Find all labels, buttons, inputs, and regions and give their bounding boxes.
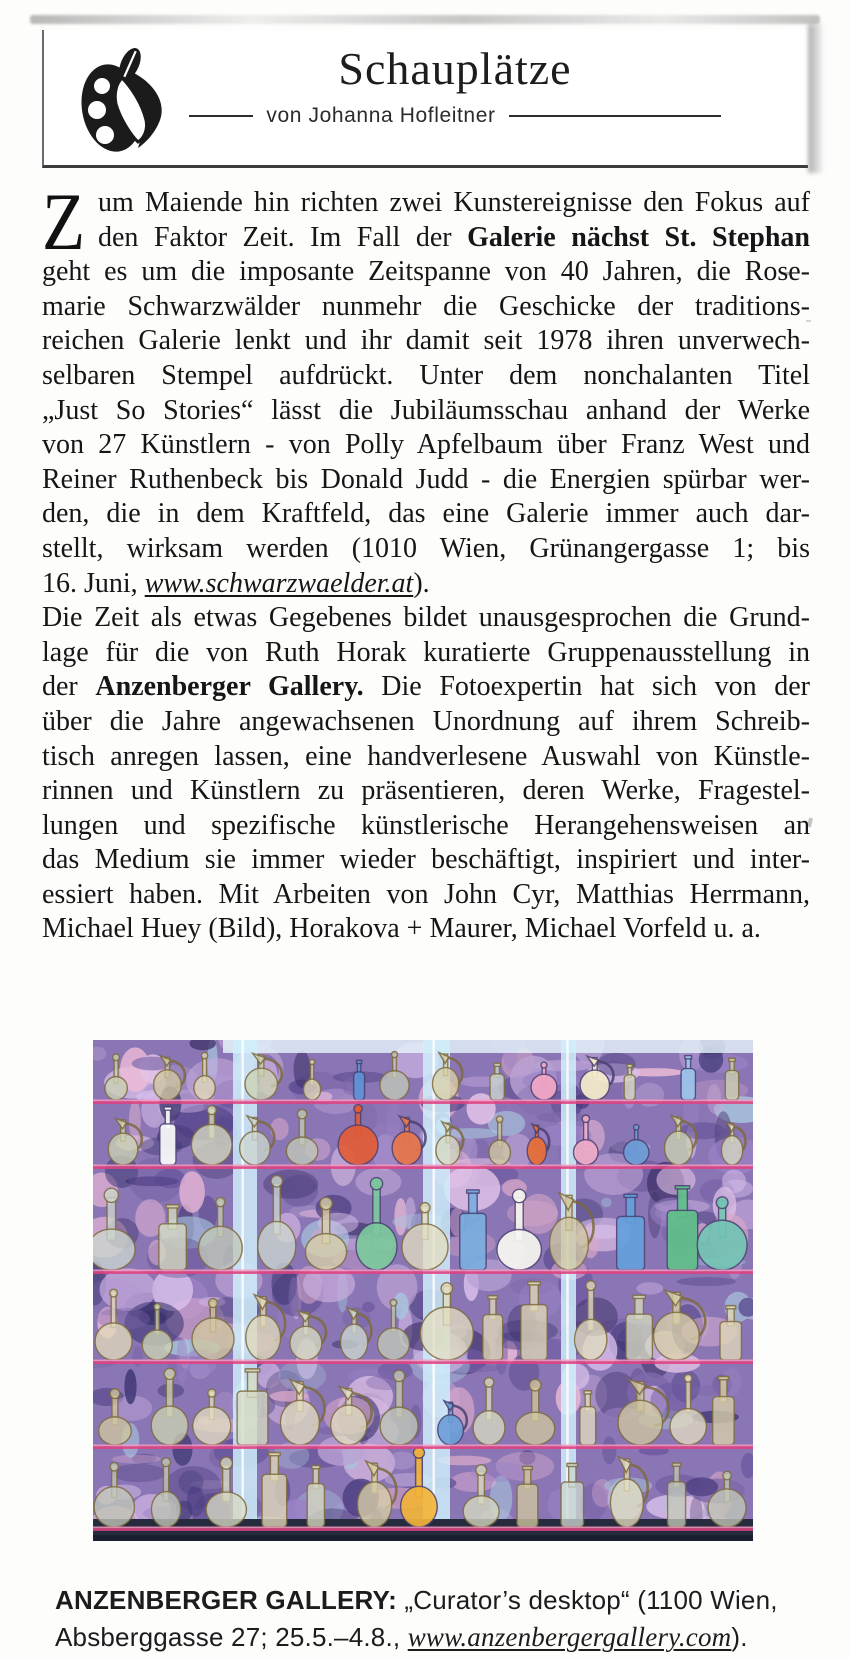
artwork-photo — [93, 1040, 753, 1541]
caption-line — [55, 1619, 785, 1656]
text-run: essiert haben. Mit Arbeiten von John Cyr, Matthias Herrmann, — [42, 878, 810, 910]
text-run: Michael Huey (Bild), Horakova + Maurer, Michael Vorfeld u. a. — [42, 913, 761, 945]
drop-cap: Z — [42, 176, 84, 267]
text-line — [42, 912, 810, 947]
text-run: von 27 Künstlern - von Polly Apfelbaum über Franz West und — [42, 429, 810, 461]
text-run: den, die in dem Kraftfeld, das eine Galerie immer auch dar- — [42, 498, 810, 530]
text-line — [42, 532, 810, 567]
byline: von Johanna Hofleitner — [266, 104, 496, 127]
image-caption — [55, 1582, 785, 1656]
text-run: lungen und spezifische künstlerische Herangehensweisen an — [42, 809, 810, 841]
text-run: Die Fotoexpertin hat sich von der — [363, 671, 810, 703]
shelf-line — [93, 1271, 753, 1274]
shelf-line — [93, 1270, 753, 1272]
text-run: das Medium sie immer wieder beschäftigt, inspiriert und inter- — [42, 844, 810, 876]
text-run: Reiner Ruthenbeck bis Donald Judd - die Energien spürbar wer- — [42, 463, 810, 495]
text-run: Anzenberger Gallery. — [95, 671, 364, 703]
article-text — [42, 176, 810, 947]
text-run: der — [42, 671, 96, 703]
column-header-box — [42, 30, 808, 168]
text-run: Absberggasse 27; 25.5.–4.8., — [55, 1622, 408, 1652]
text-line — [42, 878, 810, 913]
byline-rule-left — [189, 115, 253, 117]
text-run: ). — [413, 567, 430, 599]
caption-line — [55, 1582, 785, 1619]
window-mullion — [233, 1040, 257, 1541]
shelf-line — [93, 1166, 753, 1169]
shelf-line — [93, 1100, 753, 1102]
artwork-photo-svg — [93, 1040, 753, 1541]
text-line — [42, 567, 810, 602]
shelf-line — [93, 1445, 753, 1447]
text-run: www.anzenbergergallery.com — [407, 1622, 732, 1652]
text-run: rinnen und Künstlern zu präsentieren, deren Werke, Fragestel- — [42, 775, 810, 807]
text-run: über die Jahre angewachsenen Unordnung auf ihrem Schreib- — [42, 705, 810, 737]
text-run: ). — [731, 1622, 748, 1652]
text-line — [42, 705, 810, 740]
text-run: geht es um die imposante Zeitspanne von 40 Jahren, die Rose- — [42, 256, 810, 288]
shelf-line — [93, 1446, 753, 1449]
text-line — [42, 636, 810, 671]
text-run: www.schwarzwaelder.at — [144, 567, 414, 599]
text-line — [42, 186, 810, 221]
shelf-line — [93, 1528, 753, 1531]
text-line — [42, 394, 810, 429]
window-frame-top — [223, 1040, 753, 1053]
text-run: Galerie nächst St. Stephan — [467, 221, 810, 253]
text-run: „Just So Stories“ lässt die Jubiläumsschau anhand der Werke — [42, 394, 810, 426]
photo-bottom-edge — [93, 1535, 753, 1541]
text-line — [42, 670, 810, 705]
text-line — [42, 497, 810, 532]
shelf-line — [93, 1360, 753, 1362]
shelf-line — [93, 1101, 753, 1104]
text-run: marie Schwarzwälder nunmehr die Geschicke der traditions- — [42, 290, 810, 322]
text-run: reichen Galerie lenkt und ihr damit seit 1978 ihren unverwech- — [42, 325, 810, 357]
text-run: selbaren Stempel aufdrückt. Unter dem nonchalanten Titel — [42, 359, 810, 391]
text-line — [42, 255, 810, 290]
text-run: um Maiende hin richten zwei Kunstereignisse den Fokus auf — [98, 187, 810, 218]
text-line — [42, 428, 810, 463]
shelf-line — [93, 1527, 753, 1529]
text-run: den Faktor Zeit. Im Fall der — [98, 221, 468, 253]
text-line — [42, 359, 810, 394]
shelf-line — [93, 1361, 753, 1364]
text-run: 16. Juni, — [42, 567, 145, 599]
text-line — [42, 740, 810, 775]
scan-artifact-top — [30, 15, 820, 24]
text-run: Die Zeit als etwas Gegebenes bildet unausgesprochen die Grund- — [42, 602, 810, 634]
text-line — [42, 221, 810, 256]
text-line — [42, 324, 810, 359]
text-run: ANZENBERGER GALLERY: — [55, 1585, 397, 1615]
text-line — [42, 809, 810, 844]
text-line — [42, 843, 810, 878]
text-line — [42, 290, 810, 325]
byline-rule-right — [509, 115, 721, 117]
text-line — [42, 601, 810, 636]
byline-row — [102, 104, 808, 128]
text-line — [42, 463, 810, 498]
text-run: „Curator’s desktop“ (1100 Wien, — [397, 1585, 778, 1615]
column-header — [44, 30, 808, 165]
column-title: Schauplätze — [338, 43, 572, 94]
text-line — [42, 774, 810, 809]
text-run: lage für die von Ruth Horak kuratierte Gruppenausstellung in — [42, 636, 810, 668]
shelf-line — [93, 1165, 753, 1167]
text-run: stellt, wirksam werden (1010 Wien, Grünangergasse 1; bis — [42, 532, 810, 564]
text-run: tisch anregen lassen, eine handverlesene Auswahl von Künstle- — [42, 740, 810, 772]
